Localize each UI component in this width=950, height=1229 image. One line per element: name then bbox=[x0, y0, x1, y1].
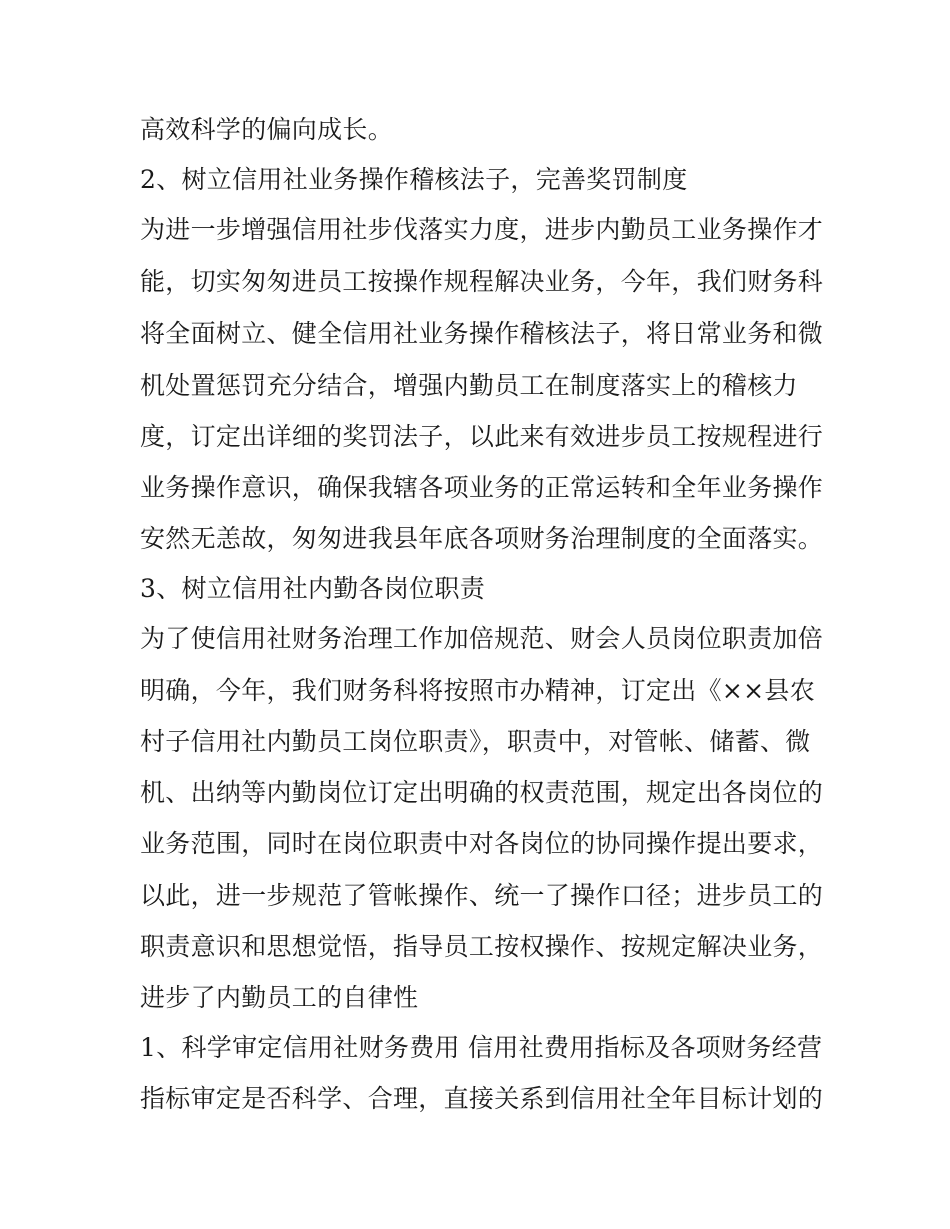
text-line: 为进一步增强信用社步伐落实力度，进步内勤员工业务操作才 bbox=[140, 215, 824, 244]
text-line: 村子信用社内勤员工岗位职责》，职责中，对管帐、储蓄、微 bbox=[140, 727, 811, 756]
text-line: 进步了内勤员工的自律性 bbox=[140, 983, 419, 1012]
text-line: 度，订定出详细的奖罚法子，以此来有效进步员工按规程进行 bbox=[140, 422, 824, 451]
section-heading: 2、树立信用社业务操作稽核法子，完善奖罚制度 bbox=[140, 165, 688, 194]
section-heading: 3、树立信用社内勤各岗位职责 bbox=[140, 574, 486, 603]
text-line: 将全面树立、健全信用社业务操作稽核法子，将日常业务和微 bbox=[140, 319, 824, 348]
text-line: 机、出纳等内勤岗位订定出明确的权责范围，规定出各岗位的 bbox=[140, 778, 824, 807]
text-line: 高效科学的偏向成长。 bbox=[140, 115, 394, 144]
text-line: 以此，进一步规范了管帐操作、统一了操作口径；进步员工的 bbox=[140, 881, 824, 910]
text-line: 职责意识和思想觉悟，指导员工按权操作、按规定解决业务， bbox=[140, 932, 824, 961]
text-line: 能，切实匆匆进员工按操作规程解决业务，今年，我们财务科 bbox=[140, 267, 824, 296]
section-heading: 1、科学审定信用社财务费用 信用社费用指标及各项财务经营 bbox=[140, 1033, 823, 1062]
text-line: 安然无恙故，匆匆进我县年底各项财务治理制度的全面落实。 bbox=[140, 524, 824, 553]
text-line: 明确，今年，我们财务科将按照市办精神，订定出《××县农 bbox=[140, 676, 815, 705]
text-line: 为了使信用社财务治理工作加倍规范、财会人员岗位职责加倍 bbox=[140, 624, 824, 653]
text-line: 机处置惩罚充分结合，增强内勤员工在制度落实上的稽核力 bbox=[140, 371, 798, 400]
text-line: 指标审定是否科学、合理，直接关系到信用社全年目标计划的 bbox=[140, 1084, 824, 1113]
text-line: 业务操作意识，确保我辖各项业务的正常运转和全年业务操作 bbox=[140, 473, 824, 502]
text-line: 业务范围，同时在岗位职责中对各岗位的协同操作提出要求， bbox=[140, 829, 824, 858]
